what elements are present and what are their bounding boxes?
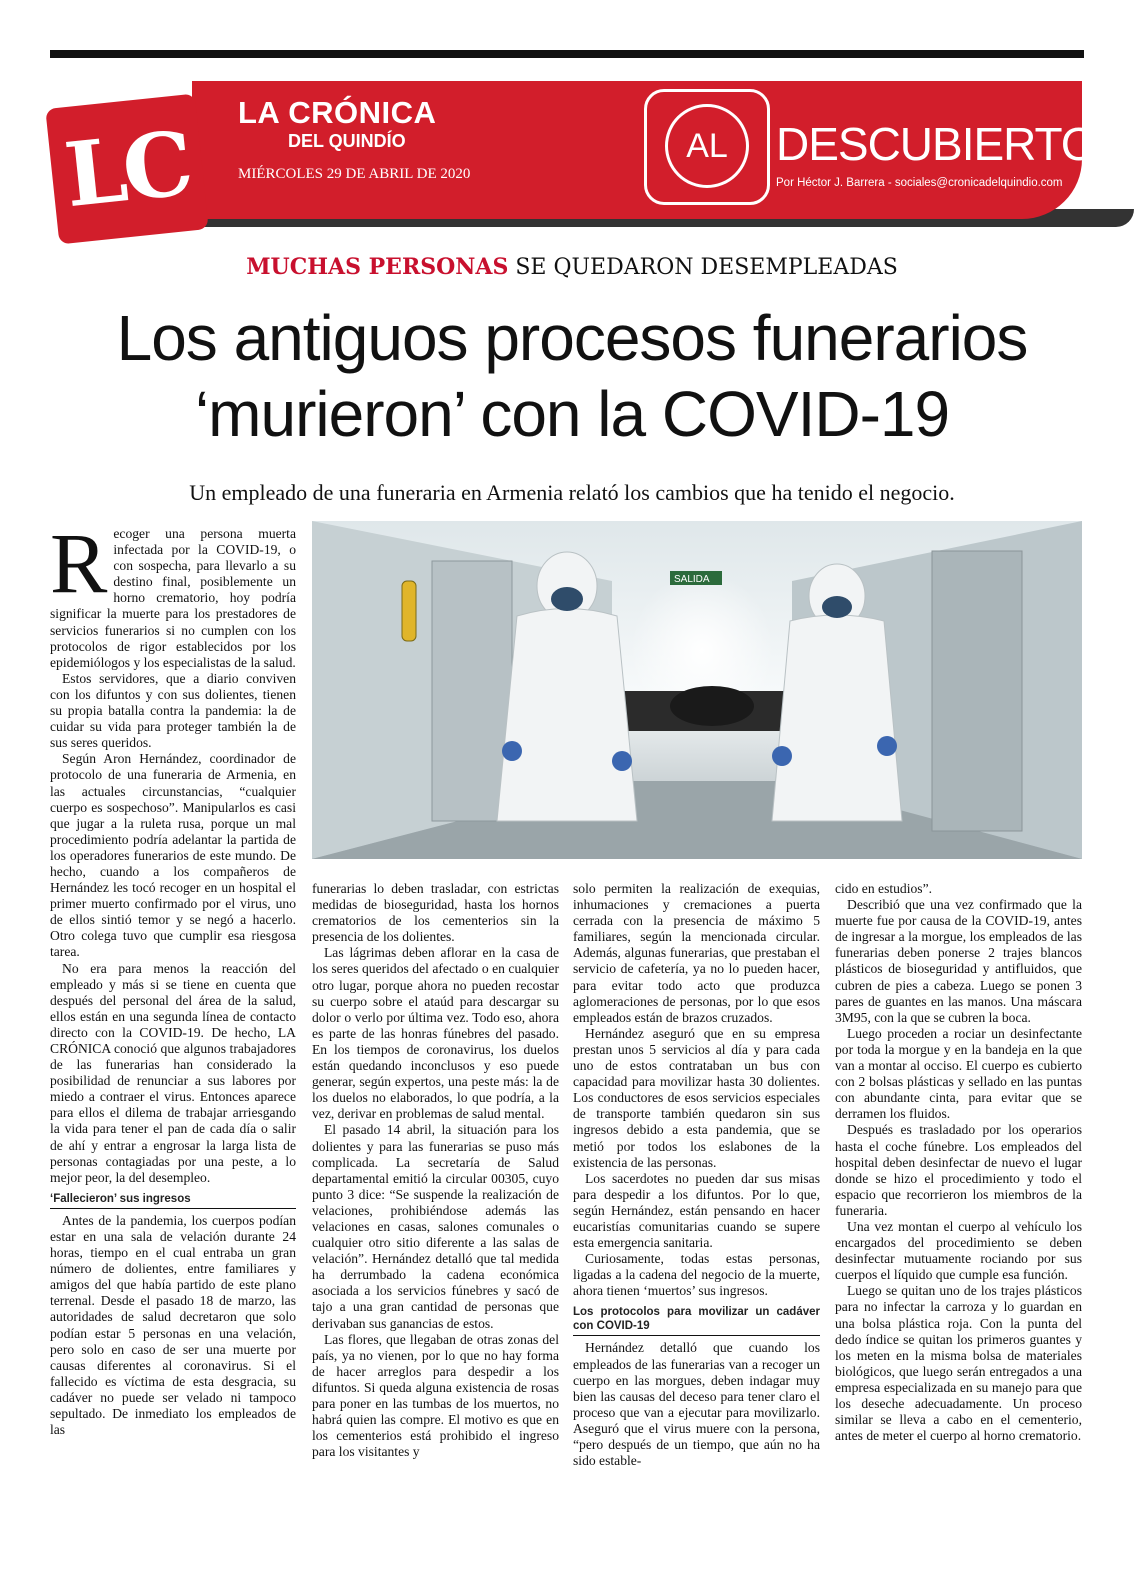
col2-paragraph-3: El pasado 14 abril, la situación para los dolientes y para las funerarias se puso más complicada. La secretaría de Salud departamental emitió la circular 00305, cuyo punto 3 dice: “Se suspende la realización de velaciones, prohibiéndose además las velaciones en casas, salones comunales o cualquier otro sitio diferente a las salas de velación”. Hernández detalló que tal medida ha derrumbado la cadena económica asociada a los servicios fúnebres y sacó de tajo a una gran cantidad de personas que derivaban sus ganancias de estos. <box>312 1122 559 1331</box>
col3-paragraph-2: Hernández aseguró que en su empresa prestan unos 5 servicios al día y para cada uno de estos contrataban un bus con capacidad para movilizar hasta 30 dolientes. Los conductores de esos servicios especiales de transporte también quedaron sin sus ingresos debido a esta pandemia, que se metió por todos los eslabones de la existencia de las personas. <box>573 1025 820 1170</box>
subhead-protocolos: Los protocolos para movilizar un cadáver con COVID-19 <box>573 1305 820 1336</box>
subhead-ingresos: ‘Fallecieron’ sus ingresos <box>50 1192 296 1209</box>
col4-paragraph-2: Describió que una vez confirmado que la muerte fue por causa de la COVID-19, antes de ingresar a la morgue, los empleados de las funerarias deben ponerse 2 trajes blancos plásticos de bioseguridad y antifluidos, que cubren de pies a cabeza. Luego se ponen 3 pares de guantes en las manos. Una máscara 3M95, con la que se cubren la boca. <box>835 897 1082 1025</box>
issue-date: MIÉRCOLES 29 DE ABRIL DE 2020 <box>238 166 471 182</box>
column-1 <box>50 515 296 1438</box>
col1-paragraph-1: ecoger una persona muerta infectada por la COVID-19, o con sospecha, para llevarlo a su destino final, posiblemente un horno crematorio, hoy podría significar la muerte para los prestadores de servicios funerarios si no cumplen con los protocolos de rigor establecidos por los epidemiólogos y los especialistas de la salud. <box>50 526 296 670</box>
col1-paragraph-3: Según Aron Hernández, coordinador de protocolo de una funeraria de Armenia, en las actuales circunstancias, “cualquier cuerpo es sospechoso”. Manipularlos es casi que jugar a la ruleta rusa, porque un mal procedimiento podría adelantar la partida de los operadores funerarios de este mundo. De hecho, cuando a los compañeros de Hernández les tocó recoger en un hospital el primer muerto confirmado por el virus, uno de ellos sintió temor y se negó a hacerlo. Otro colega tuvo que cumplir esa riesgosa tarea. <box>50 751 296 960</box>
col3-paragraph-1: solo permiten la realización de exequias, inhumaciones y cremaciones a puerta cerrada con la presencia de máximo 5 familiares, según la mencionada circular. Además, algunas funerarias, que prestaban el servicio de cafetería, ya no lo pueden hacer, para evitar todo acto que produzca aglomeraciones de personas, por lo que esos empleados están de brazos cruzados. <box>573 881 820 1025</box>
headline <box>50 300 1094 452</box>
col2-paragraph-2: Las lágrimas deben aflorar en la casa de los seres queridos del afectado o en cualquier otro lugar, porque ahora no pueden recostar su cuerpo sobre el ataúd para descargar su dolor o verlo por última vez. Todo eso, ahora es parte de las honras fúnebres del pasado. En los tiempos de coronavirus, los duelos están quedando inconclusos y eso puede generar, según expertos, una peste más: la de los duelos no elaborados, lo que podría, a la vez, derivar en problemas de salud mental. <box>312 945 559 1122</box>
col4-paragraph-3: Luego proceden a rociar un desinfectante por toda la morgue y en la bandeja en la que van a montar al occiso. El cuerpo es cubierto con 2 bolsas plásticas y sellado en las puntas con abundante cinta, para evitar que se derramen los fluidos. <box>835 1025 1082 1122</box>
exit-sign-text: SALIDA <box>674 574 710 585</box>
section-prefix: AL <box>665 104 749 188</box>
section-title: DESCUBIERTO <box>776 118 1096 170</box>
col3-paragraph-4: Curiosamente, todas estas personas, ligadas a la cadena del negocio de la muerte, ahora tienen ‘muertos’ sus ingresos. <box>573 1251 820 1299</box>
section-byline: Por Héctor J. Barrera - sociales@cronicadelquindio.com <box>776 177 1063 189</box>
col1-paragraph-4: No era para menos la reacción del empleado y más si se tiene en cuenta que después del personal del área de la salud, ellos están en una segunda línea de contacto directo con la COVID-19. De hecho, LA CRÓNICA conoció que algunos trabajadores de las funerarias han considerado la posibilidad de renunciar a sus labores por miedo a contraer el virus. Entonces aparece para ellos el dilema de trabajar arriesgando la vida para tener el pan de cada día o salir de ahí y entrar a engrosar la larga lista de personas contagiadas por una peste, a lo mejor peor, la del desempleo. <box>50 960 296 1185</box>
masthead <box>52 79 1096 237</box>
article-photo <box>312 521 1082 859</box>
column-2 <box>312 881 559 1460</box>
deck: Un empleado de una funeraria en Armenia relató los cambios que ha tenido el negocio. <box>189 480 955 505</box>
brand-block <box>238 95 470 183</box>
col2-paragraph-4: Las flores, que llegaban de otras zonas del país, ya no vienen, por lo que no hay forma de hacer arreglos para despedir a los difuntos. Si queda alguna existencia de rosas para poner en las tumbas de los muertos, no habrá quien las compre. El motivo es que en los cementerios está prohibido el ingreso para los visitantes y <box>312 1331 559 1460</box>
column-4 <box>835 881 1082 1444</box>
col4-paragraph-1: cido en estudios”. <box>835 881 933 896</box>
drop-cap: R <box>50 515 108 611</box>
headline-line-2: ‘murieron’ con la COVID-19 <box>194 378 950 450</box>
logo-text: LC <box>59 110 195 228</box>
col1-paragraph-2: Estos servidores, que a diario conviven con los difuntos y con sus dolientes, tienen su propia batalla contra la pandemia: la de cuidar su vida para proteger también la de sus seres queridos. <box>50 670 296 751</box>
col4-paragraph-4: Después es trasladado por los operarios hasta el coche fúnebre. Los empleados del hospital deben desinfectar de nuevo el lugar donde se hizo el procedimiento y todo el espacio que recorrieron los miembros de la funeraria. <box>835 1122 1082 1218</box>
col3-paragraph-5: Hernández detalló que cuando los empleados de las funerarias van a recoger un cuerpo en las morgues, deben indagar muy bien las causas del deceso para tener claro el proceso que van a ejecutar para movilizarlo. Aseguró que el virus muere con la persona, “pero después de un tiempo, que aún no ha sido estable- <box>573 1340 820 1469</box>
col4-paragraph-6: Luego se quitan uno de los trajes plásticos para no infectar la carroza y lo guardan en una bolsa plástica roja. Con la punta del dedo índice se quitan los primeros guantes y los meten en la misma bolsa de materiales biológicos, que luego serán entregados a una empresa especializada en su manejo para que los deseche adecuadamente. Un proceso similar se lleva a cabo en el cementerio, antes de meter el cuerpo al horno crematorio. <box>835 1283 1082 1444</box>
kicker-rest: SE QUEDARON DESEMPLEADAS <box>515 255 898 280</box>
hospital-corridor-photo <box>312 521 1082 859</box>
col4-paragraph-5: Una vez montan el cuerpo al vehículo los encargados del procedimiento se deben desinfectar mutuamente rociando por sus cuerpos el líquido que cumple esa función. <box>835 1218 1082 1283</box>
newspaper-subtitle: DEL QUINDÍO <box>288 131 406 151</box>
column-3 <box>573 881 820 1469</box>
headline-line-1: Los antiguos procesos funerarios <box>116 302 1028 374</box>
col1-paragraph-5: Antes de la pandemia, los cuerpos podían estar en una sala de velación durante 24 horas, tiempo en el cual entraba un gran número de dolientes, entre familiares y amigos del que había partido de este plano terrenal. Desde el pasado 18 de marzo, las autoridades de salud decretaron que solo podían estar 5 personas en una velación, pero solo en caso de ser una muerte por causas diferentes al coronavirus. Si el fallecido es víctima de esta desgracia, su cadáver no puede ser velado ni tampoco sepultado. De inmediato los empleados de las <box>50 1212 296 1438</box>
camera-icon <box>644 89 770 205</box>
kicker <box>0 254 1144 280</box>
top-rule <box>50 50 1084 58</box>
logo[interactable] <box>45 94 208 245</box>
newspaper-name: LA CRÓNICA <box>238 95 437 130</box>
kicker-highlight: MUCHAS PERSONAS <box>246 254 509 280</box>
col3-paragraph-3: Los sacerdotes no pueden dar sus misas para despedir a los difuntos. Por lo que, según Hernández, están pensando en hacer eucaristías comunitarias cuando se supere esta emergencia sanitaria. <box>573 1170 820 1251</box>
col2-paragraph-1: funerarias lo deben trasladar, con estrictas medidas de bioseguridad, hasta los hornos crematorios de los cementerios sin la presencia de los dolientes. <box>312 881 559 945</box>
